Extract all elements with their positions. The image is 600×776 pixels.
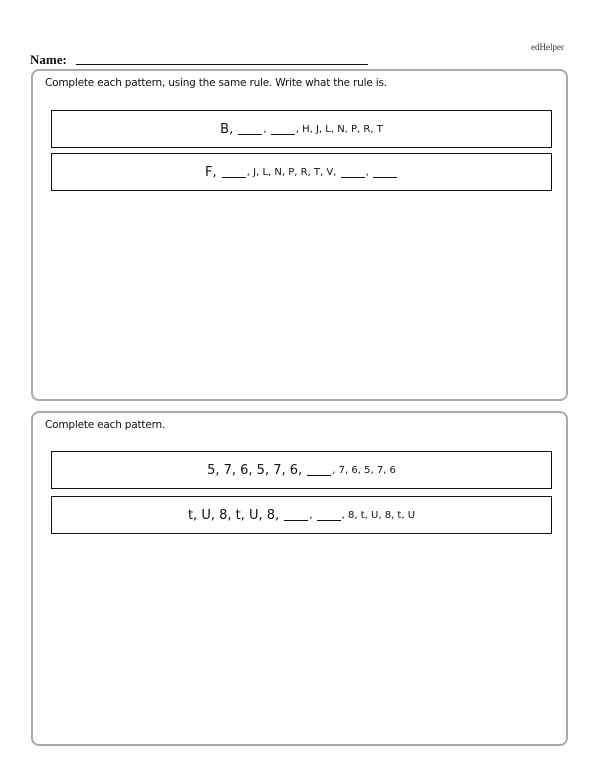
pattern-text: , [309, 509, 316, 521]
pattern-box [51, 496, 552, 534]
pattern-text: , [365, 166, 372, 178]
pattern-text: 5, 7, 6, 5, 7, 6, [207, 462, 307, 478]
answer-blank[interactable] [341, 167, 365, 178]
answer-blank[interactable] [317, 510, 341, 521]
pattern-text: F, [205, 164, 221, 180]
section-same-rule [31, 69, 568, 401]
pattern-box [51, 153, 552, 191]
pattern-box [51, 110, 552, 148]
pattern-box [51, 451, 552, 489]
answer-blank[interactable] [307, 465, 331, 476]
pattern-text: , J, L, N, P, R, T, V, [246, 166, 340, 178]
answer-blank[interactable] [222, 167, 246, 178]
answer-blank[interactable] [271, 124, 295, 135]
section-instruction: Complete each pattern. [45, 419, 166, 431]
pattern-text: B, [220, 121, 238, 137]
pattern-text: , 7, 6, 5, 7, 6 [332, 464, 396, 476]
section-instruction: Complete each pattern, using the same rule. Write what the rule is. [45, 77, 387, 89]
pattern-text: t, U, 8, t, U, 8, [187, 507, 284, 523]
name-line[interactable] [76, 64, 368, 65]
answer-blank[interactable] [373, 167, 397, 178]
name-label: Name: [30, 52, 67, 67]
answer-blank[interactable] [238, 124, 262, 135]
pattern-text: , H, J, L, N, P, R, T [295, 123, 383, 135]
brand-label: edHelper [531, 42, 564, 52]
answer-blank[interactable] [284, 510, 308, 521]
pattern-text: , 8, t, U, 8, t, U [341, 509, 416, 521]
pattern-text: , [263, 123, 270, 135]
section-complete-pattern [31, 411, 568, 746]
